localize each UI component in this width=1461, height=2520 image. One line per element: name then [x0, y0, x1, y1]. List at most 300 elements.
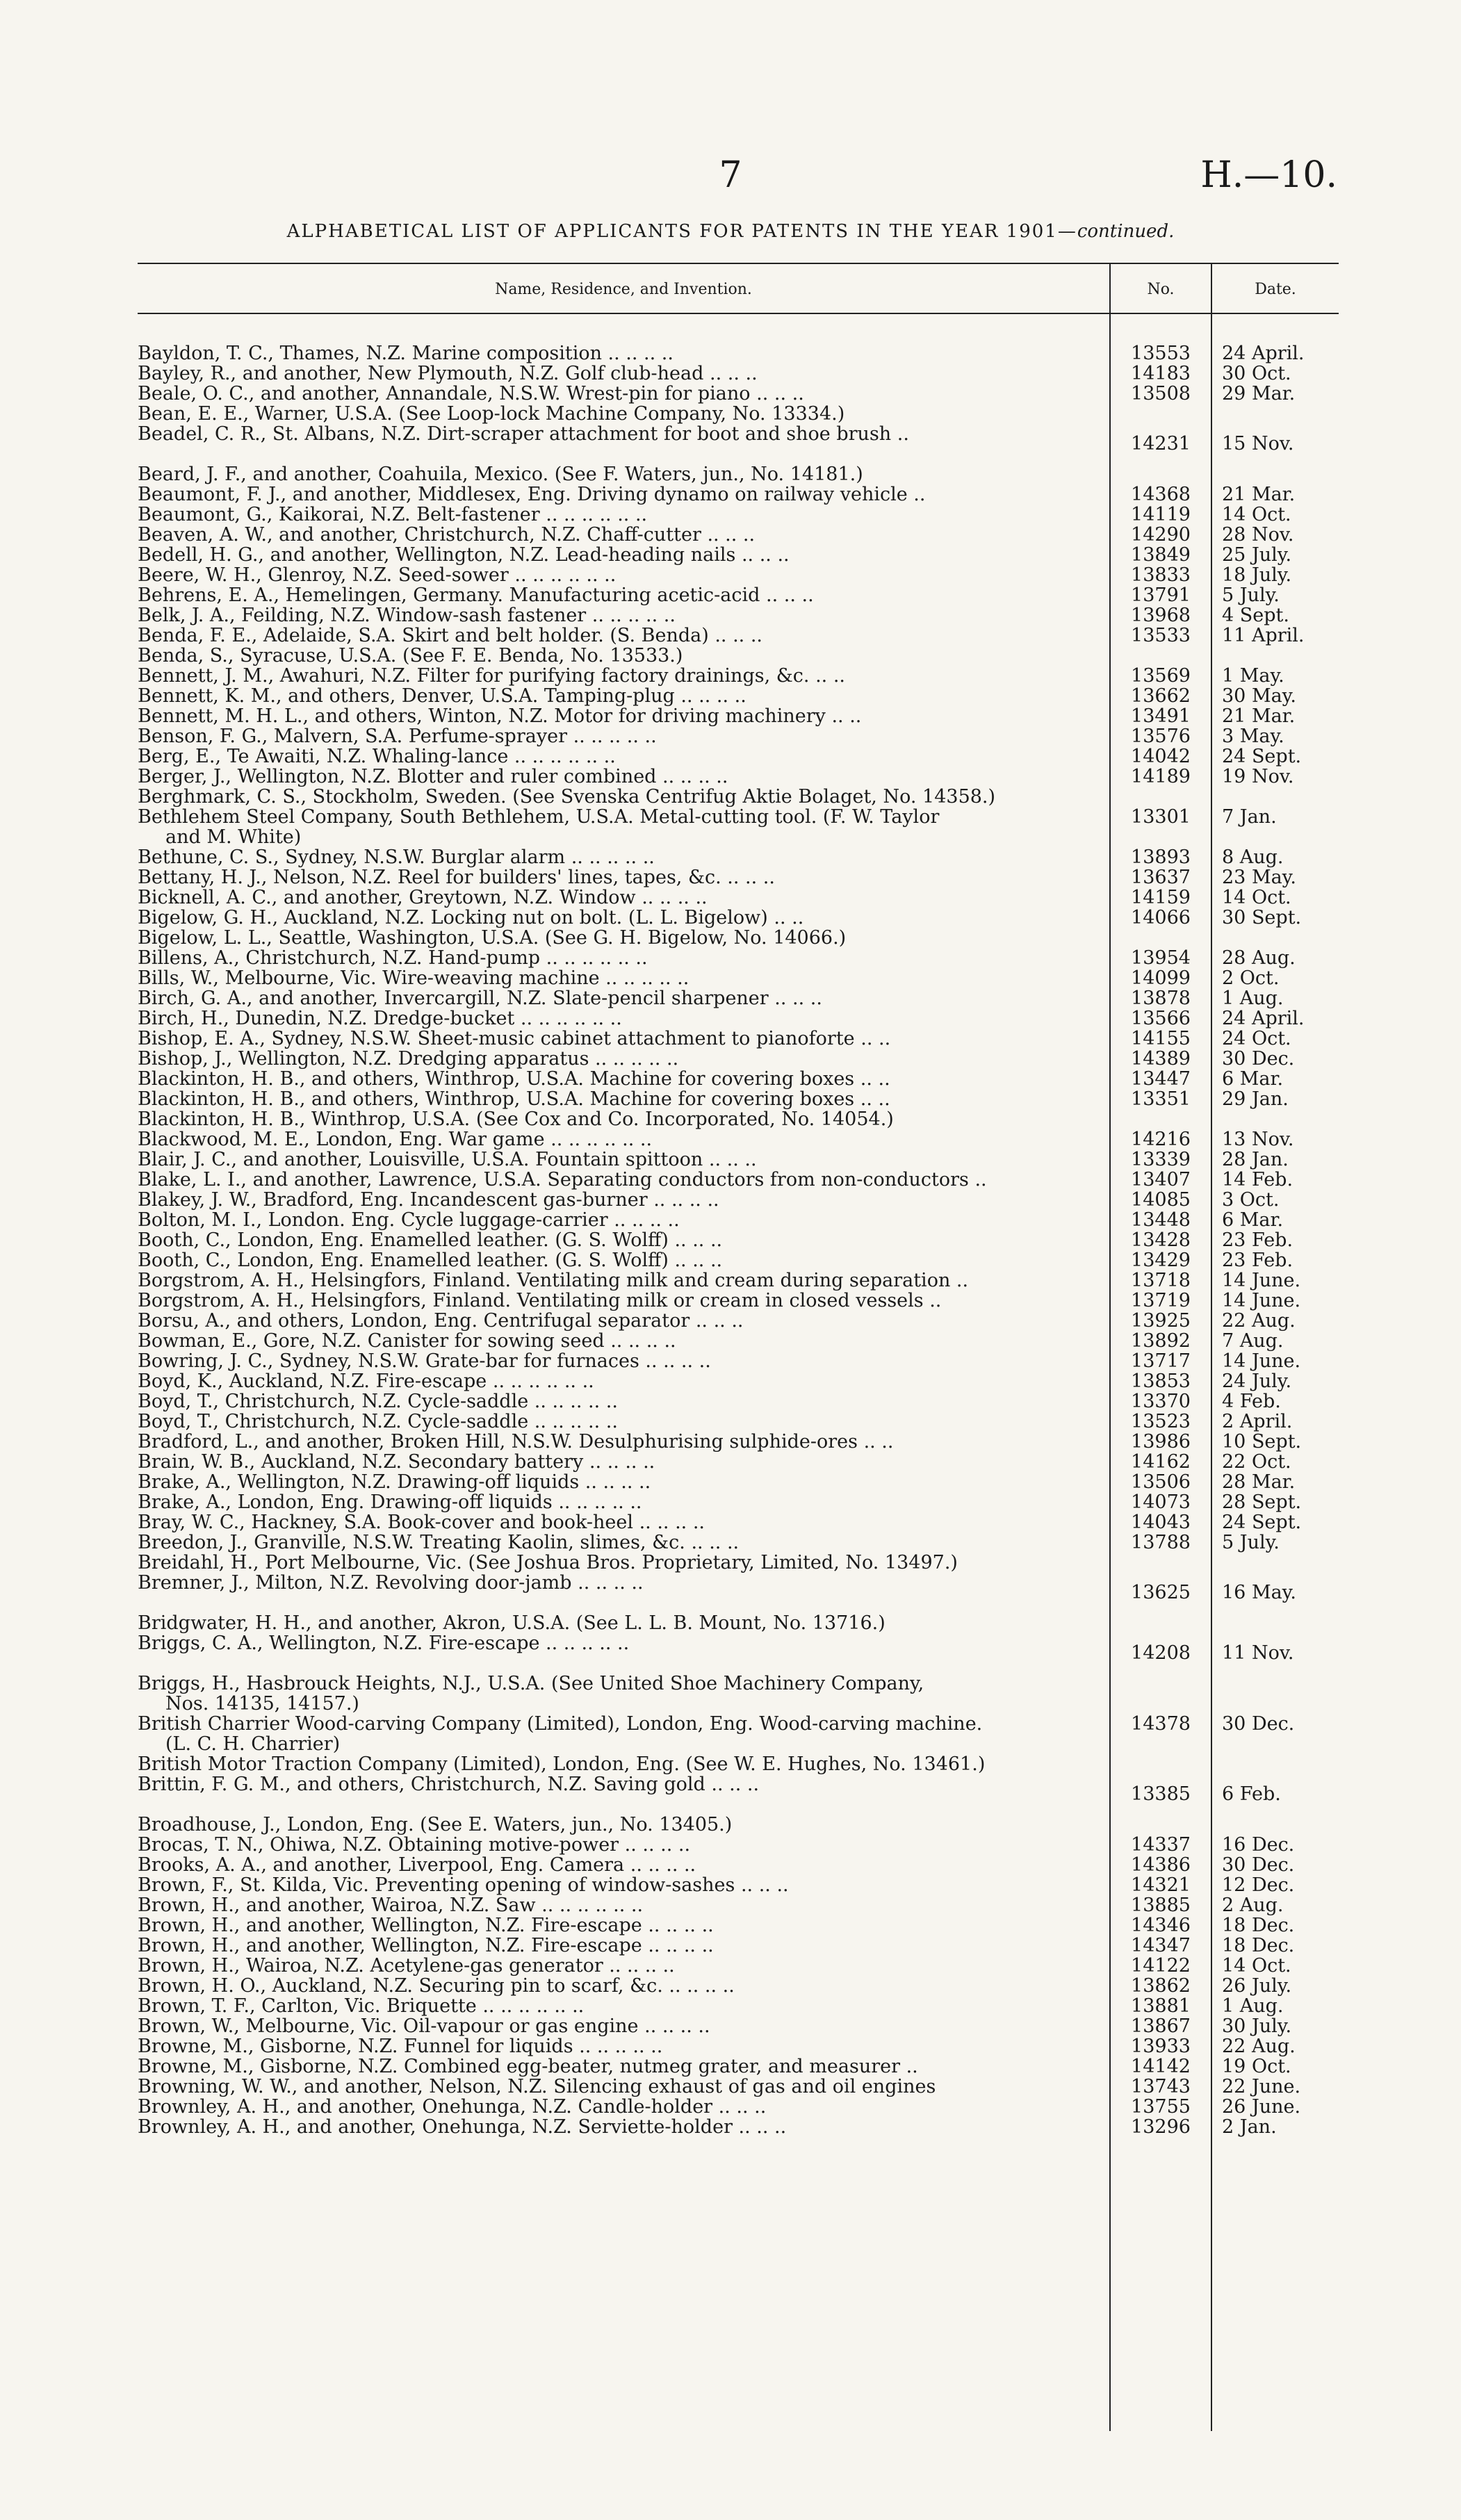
application-date: 6 Feb. — [1222, 1783, 1281, 1805]
column-header-no: No. — [1147, 281, 1175, 298]
entry-main: Bridgwater, H. H., and another, Akron, U.S.A. (See L. L. B. Mount, No. 13716.) — [138, 1613, 885, 1633]
table-row — [138, 1996, 1339, 2016]
patent-number: 14099 — [1131, 967, 1191, 989]
patent-number: 14321 — [1131, 1874, 1191, 1896]
entry-text — [138, 1371, 1100, 1391]
entry-main: Boyd, K., Auckland, N.Z. Fire-escape .. .. .. .. .. .. — [138, 1371, 594, 1391]
table-row — [138, 1956, 1339, 1976]
entry-main: Bayldon, T. C., Thames, N.Z. Marine composition .. .. .. .. — [138, 343, 674, 363]
entry-main: Birch, H., Dunedin, N.Z. Dredge-bucket .. .. .. .. .. .. — [138, 1008, 622, 1029]
application-date: 22 June. — [1222, 2076, 1301, 2097]
entry-text — [138, 1109, 1100, 1129]
patent-number: 14119 — [1131, 504, 1191, 525]
patent-number: 13833 — [1131, 564, 1191, 586]
entry-text — [138, 1633, 1100, 1653]
application-date: 12 Dec. — [1222, 1874, 1295, 1896]
table-row — [138, 2097, 1339, 2117]
application-date: 24 Sept. — [1222, 746, 1302, 767]
entry-text — [138, 1270, 1100, 1291]
entry-text — [138, 1351, 1100, 1371]
table-row — [138, 706, 1339, 726]
table-row — [138, 908, 1339, 928]
patent-number: 13339 — [1131, 1149, 1191, 1170]
application-date: 23 Feb. — [1222, 1250, 1293, 1271]
application-date: 22 Oct. — [1222, 1451, 1291, 1473]
entry-main: Berger, J., Wellington, N.Z. Blotter and ruler combined .. .. .. .. — [138, 767, 728, 787]
application-date: 26 June. — [1222, 2096, 1301, 2118]
entry-text — [138, 1553, 1100, 1573]
patent-number: 14162 — [1131, 1451, 1191, 1473]
table-row — [138, 1210, 1339, 1230]
application-date: 14 June. — [1222, 1290, 1301, 1311]
patent-number: 13533 — [1131, 625, 1191, 646]
patent-number: 13862 — [1131, 1975, 1191, 1997]
entry-main: Beale, O. C., and another, Annandale, N.S.W. Wrest-pin for piano .. .. .. — [138, 384, 804, 404]
entry-main: Brown, W., Melbourne, Vic. Oil-vapour or gas engine .. .. .. .. — [138, 2016, 710, 2036]
entry-main: Blair, J. C., and another, Louisville, U.S.A. Fountain spittoon .. .. .. — [138, 1149, 757, 1170]
application-date: 1 May. — [1222, 665, 1284, 687]
entry-main: Beere, W. H., Glenroy, N.Z. Seed-sower .. .. .. .. .. .. — [138, 565, 617, 585]
entry-text — [138, 384, 1100, 404]
patent-number: 14183 — [1131, 363, 1191, 384]
application-date: 2 Oct. — [1222, 967, 1280, 989]
patent-number: 13925 — [1131, 1310, 1191, 1332]
table-row — [138, 1452, 1339, 1472]
application-date: 16 Dec. — [1222, 1834, 1295, 1856]
table-row — [138, 505, 1339, 525]
entry-main: Briggs, C. A., Wellington, N.Z. Fire-escape .. .. .. .. .. — [138, 1633, 630, 1653]
table-row — [138, 1270, 1339, 1291]
table-row — [138, 948, 1339, 968]
entry-text — [138, 867, 1100, 887]
patent-number: 13447 — [1131, 1068, 1191, 1090]
application-date: 2 April. — [1222, 1411, 1293, 1432]
table-row — [138, 2036, 1339, 2056]
patent-number: 13885 — [1131, 1895, 1191, 1916]
application-date: 5 July. — [1222, 584, 1280, 606]
patent-number: 13719 — [1131, 1290, 1191, 1311]
table-top-rule — [138, 263, 1339, 264]
entry-main: Broadhouse, J., London, Eng. (See E. Waters, jun., No. 13405.) — [138, 1815, 733, 1835]
entry-main: Briggs, H., Hasbrouck Heights, N.J., U.S.A. (See United Shoe Machinery Company, — [138, 1674, 924, 1694]
entry-main: British Motor Traction Company (Limited), London, Eng. (See W. E. Hughes, No. 13461.) — [138, 1754, 986, 1774]
patent-number: 14073 — [1131, 1491, 1191, 1513]
entry-main: Benson, F. G., Malvern, S.A. Perfume-sprayer .. .. .. .. .. — [138, 726, 657, 746]
entry-main: Behrens, E. A., Hemelingen, Germany. Manufacturing acetic-acid .. .. .. — [138, 585, 814, 605]
entry-main: Bigelow, G. H., Auckland, N.Z. Locking nut on bolt. (L. L. Bigelow) .. .. — [138, 908, 804, 928]
entry-text — [138, 1391, 1100, 1412]
patent-number: 13849 — [1131, 544, 1191, 566]
table-row — [138, 1774, 1339, 1815]
application-date: 14 June. — [1222, 1270, 1301, 1291]
entry-main: Breidahl, H., Port Melbourne, Vic. (See Joshua Bros. Proprietary, Limited, No. 13497.) — [138, 1553, 958, 1573]
entry-text — [138, 968, 1100, 988]
table-row — [138, 1835, 1339, 1855]
table-row — [138, 787, 1339, 807]
entry-continuation: (L. C. H. Charrier) — [165, 1733, 341, 1754]
entry-main: Brown, H., and another, Wellington, N.Z. Fire-escape .. .. .. .. — [138, 1915, 714, 1936]
entry-main: Brocas, T. N., Ohiwa, N.Z. Obtaining motive-power .. .. .. .. — [138, 1835, 691, 1855]
patent-number: 14043 — [1131, 1512, 1191, 1533]
entry-text — [138, 787, 1100, 807]
patent-number: 13625 — [1131, 1582, 1191, 1603]
entry-text — [138, 948, 1100, 968]
entry-text — [138, 1089, 1100, 1109]
table-row — [138, 1291, 1339, 1311]
entry-text — [138, 706, 1100, 726]
table-body — [138, 343, 1339, 2137]
entry-main: Bennett, J. M., Awahuri, N.Z. Filter for purifying factory drainings, &c. .. .. — [138, 666, 845, 686]
table-row — [138, 767, 1339, 787]
application-date: 28 Aug. — [1222, 947, 1296, 969]
table-row — [138, 988, 1339, 1008]
application-date: 18 July. — [1222, 564, 1292, 586]
application-date: 30 Dec. — [1222, 1854, 1295, 1876]
entry-main: Brooks, A. A., and another, Liverpool, Eng. Camera .. .. .. .. — [138, 1855, 696, 1875]
patent-number: 14122 — [1131, 1955, 1191, 1977]
entry-text — [138, 746, 1100, 767]
entry-main: Bettany, H. J., Nelson, N.Z. Reel for builders' lines, tapes, &c. .. .. .. — [138, 867, 775, 887]
table-row — [138, 363, 1339, 384]
patent-number: 13881 — [1131, 1995, 1191, 2017]
table-row — [138, 343, 1339, 363]
entry-text — [138, 1412, 1100, 1432]
entry-text — [138, 484, 1100, 505]
entry-main: Bigelow, L. L., Seattle, Washington, U.S.A. (See G. H. Bigelow, No. 14066.) — [138, 928, 847, 948]
application-date: 30 May. — [1222, 685, 1296, 707]
table-row — [138, 1815, 1339, 1835]
application-date: 24 April. — [1222, 1008, 1305, 1029]
patent-number: 14337 — [1131, 1834, 1191, 1856]
entry-main: Bills, W., Melbourne, Vic. Wire-weaving machine .. .. .. .. .. — [138, 968, 689, 988]
application-date: 28 Mar. — [1222, 1471, 1296, 1493]
table-row — [138, 1633, 1339, 1674]
entry-main: Bayley, R., and another, New Plymouth, N.Z. Golf club-head .. .. .. — [138, 363, 758, 384]
entry-main: Bowring, J. C., Sydney, N.S.W. Grate-bar for furnaces .. .. .. .. — [138, 1351, 711, 1371]
table-row — [138, 1149, 1339, 1170]
application-date: 5 July. — [1222, 1532, 1280, 1553]
application-date: 21 Mar. — [1222, 705, 1296, 727]
table-row — [138, 1230, 1339, 1250]
table-row — [138, 2117, 1339, 2137]
entry-main: Bolton, M. I., London. Eng. Cycle luggage-carrier .. .. .. .. — [138, 1210, 680, 1230]
patent-number: 13491 — [1131, 705, 1191, 727]
application-date: 26 July. — [1222, 1975, 1292, 1997]
entry-main: Bishop, E. A., Sydney, N.S.W. Sheet-music cabinet attachment to pianoforte .. .. — [138, 1029, 891, 1049]
table-row — [138, 1492, 1339, 1512]
column-header-date: Date. — [1255, 281, 1296, 298]
patent-number: 14142 — [1131, 2056, 1191, 2077]
application-date: 2 Jan. — [1222, 2116, 1277, 2138]
entry-text — [138, 625, 1100, 646]
patent-number: 13954 — [1131, 947, 1191, 969]
application-date: 15 Nov. — [1222, 433, 1294, 455]
table-row — [138, 1069, 1339, 1089]
application-date: 21 Mar. — [1222, 484, 1296, 505]
table-row — [138, 2056, 1339, 2077]
entry-main: Bennett, M. H. L., and others, Winton, N.Z. Motor for driving machinery .. .. — [138, 706, 862, 726]
patent-number: 13429 — [1131, 1250, 1191, 1271]
entry-text — [138, 1714, 1100, 1754]
entry-main: Borgstrom, A. H., Helsingfors, Finland. Ventilating milk and cream during separation .. — [138, 1270, 969, 1291]
patent-number: 13407 — [1131, 1169, 1191, 1191]
entry-main: Berg, E., Te Awaiti, N.Z. Whaling-lance .. .. .. .. .. .. — [138, 746, 616, 767]
application-date: 2 Aug. — [1222, 1895, 1284, 1916]
application-date: 14 June. — [1222, 1350, 1301, 1372]
entry-text — [138, 585, 1100, 605]
table-row — [138, 1412, 1339, 1432]
table-row — [138, 404, 1339, 424]
entry-main: Blackinton, H. B., and others, Winthrop, U.S.A. Machine for covering boxes .. .. — [138, 1089, 890, 1109]
patent-number: 13892 — [1131, 1330, 1191, 1352]
entry-text — [138, 424, 1100, 444]
page-number: 7 — [719, 154, 742, 196]
entry-text — [138, 1875, 1100, 1895]
patent-number: 14386 — [1131, 1854, 1191, 1876]
application-date: 24 July. — [1222, 1371, 1292, 1392]
patent-number: 13933 — [1131, 2036, 1191, 2057]
patent-number: 13296 — [1131, 2116, 1191, 2138]
entry-main: Benda, S., Syracuse, U.S.A. (See F. E. Benda, No. 13533.) — [138, 646, 683, 666]
entry-text — [138, 1452, 1100, 1472]
entry-text — [138, 2016, 1100, 2036]
table-row — [138, 1855, 1339, 1875]
page-title-continued: continued. — [1077, 221, 1175, 242]
table-row — [138, 1190, 1339, 1210]
patent-number: 14378 — [1131, 1713, 1191, 1735]
entry-text — [138, 1855, 1100, 1875]
patent-number: 13523 — [1131, 1411, 1191, 1432]
table-row — [138, 1311, 1339, 1331]
entry-text — [138, 1835, 1100, 1855]
table-row — [138, 1170, 1339, 1190]
patent-number: 13718 — [1131, 1270, 1191, 1291]
table-row — [138, 1351, 1339, 1371]
table-row — [138, 1391, 1339, 1412]
application-date: 24 Oct. — [1222, 1028, 1291, 1049]
table-row — [138, 1875, 1339, 1895]
entry-text — [138, 1049, 1100, 1069]
entry-text — [138, 887, 1100, 908]
entry-text — [138, 464, 1100, 484]
entry-main: Brownley, A. H., and another, Onehunga, N.Z. Candle-holder .. .. .. — [138, 2097, 767, 2117]
application-date: 11 Nov. — [1222, 1642, 1294, 1664]
patent-number: 14368 — [1131, 484, 1191, 505]
entry-text — [138, 1170, 1100, 1190]
patent-number: 13755 — [1131, 2096, 1191, 2118]
patent-number: 13566 — [1131, 1008, 1191, 1029]
table-row — [138, 1008, 1339, 1029]
patent-number: 14290 — [1131, 524, 1191, 546]
patent-number: 13351 — [1131, 1088, 1191, 1110]
entry-text — [138, 1936, 1100, 1956]
entry-text — [138, 767, 1100, 787]
entry-text — [138, 1230, 1100, 1250]
applicants-table — [138, 263, 1339, 2431]
table-row — [138, 585, 1339, 605]
table-row — [138, 1573, 1339, 1613]
table-row — [138, 666, 1339, 686]
patent-number: 14347 — [1131, 1935, 1191, 1956]
patent-number: 13301 — [1131, 806, 1191, 828]
table-row — [138, 867, 1339, 887]
patent-number: 14042 — [1131, 746, 1191, 767]
entry-main: Bethlehem Steel Company, South Bethlehem, U.S.A. Metal-cutting tool. (F. W. Taylor — [138, 807, 940, 828]
application-date: 16 May. — [1222, 1582, 1296, 1603]
patent-number: 13576 — [1131, 726, 1191, 747]
patent-number: 14155 — [1131, 1028, 1191, 1049]
patent-number: 14085 — [1131, 1189, 1191, 1211]
application-date: 13 Nov. — [1222, 1129, 1294, 1150]
patent-number: 13867 — [1131, 2015, 1191, 2037]
table-row — [138, 1613, 1339, 1633]
entry-text — [138, 1956, 1100, 1976]
table-row — [138, 1512, 1339, 1532]
patent-number: 13508 — [1131, 383, 1191, 404]
patent-number: 14066 — [1131, 907, 1191, 928]
entry-text — [138, 1432, 1100, 1452]
entry-main: Beaumont, F. J., and another, Middlesex, Eng. Driving dynamo on railway vehicle .. — [138, 484, 926, 505]
entry-main: Brown, F., St. Kilda, Vic. Preventing opening of window-sashes .. .. .. — [138, 1875, 789, 1895]
patent-number: 14346 — [1131, 1915, 1191, 1936]
entry-main: Blake, L. I., and another, Lawrence, U.S.A. Separating conductors from non-conductors .. — [138, 1170, 987, 1190]
table-header-rule — [138, 313, 1339, 314]
entry-text — [138, 1492, 1100, 1512]
entry-text — [138, 807, 1100, 847]
entry-text — [138, 2036, 1100, 2056]
entry-text — [138, 1149, 1100, 1170]
entry-text — [138, 988, 1100, 1008]
table-row — [138, 545, 1339, 565]
table-row — [138, 1976, 1339, 1996]
application-date: 30 Oct. — [1222, 363, 1291, 384]
application-date: 14 Feb. — [1222, 1169, 1293, 1191]
table-row — [138, 2077, 1339, 2097]
table-row — [138, 1532, 1339, 1553]
application-date: 3 Oct. — [1222, 1189, 1280, 1211]
application-date: 30 Dec. — [1222, 1048, 1295, 1070]
entry-main: Bradford, L., and another, Broken Hill, N.S.W. Desulphurising sulphide-ores .. .. — [138, 1432, 894, 1452]
application-date: 8 Aug. — [1222, 846, 1284, 868]
entry-text — [138, 1573, 1100, 1593]
entry-main: Belk, J. A., Feilding, N.Z. Window-sash fastener .. .. .. .. .. — [138, 605, 676, 625]
entry-text — [138, 847, 1100, 867]
application-date: 23 Feb. — [1222, 1229, 1293, 1251]
entry-main: Bishop, J., Wellington, N.Z. Dredging apparatus .. .. .. .. .. — [138, 1049, 679, 1069]
entry-main: Blackinton, H. B., and others, Winthrop, U.S.A. Machine for covering boxes .. .. — [138, 1069, 890, 1089]
application-date: 19 Oct. — [1222, 2056, 1291, 2077]
entry-main: Blackinton, H. B., Winthrop, U.S.A. (See Cox and Co. Incorporated, No. 14054.) — [138, 1109, 894, 1129]
application-date: 10 Sept. — [1222, 1431, 1302, 1453]
table-row — [138, 928, 1339, 948]
application-date: 6 Mar. — [1222, 1068, 1284, 1090]
table-row — [138, 1674, 1339, 1714]
entry-main: British Charrier Wood-carving Company (Limited), London, Eng. Wood-carving machine. — [138, 1714, 983, 1735]
entry-text — [138, 343, 1100, 363]
patent-number: 13553 — [1131, 343, 1191, 364]
application-date: 29 Jan. — [1222, 1088, 1289, 1110]
entry-main: Browne, M., Gisborne, N.Z. Funnel for liquids .. .. .. .. .. — [138, 2036, 663, 2056]
patent-number: 13893 — [1131, 846, 1191, 868]
table-row — [138, 1895, 1339, 1915]
entry-main: Birch, G. A., and another, Invercargill, N.Z. Slate-pencil sharpener .. .. .. — [138, 988, 822, 1008]
application-date: 28 Nov. — [1222, 524, 1294, 546]
table-row — [138, 1371, 1339, 1391]
patent-number: 14189 — [1131, 766, 1191, 787]
entry-text — [138, 605, 1100, 625]
entry-text — [138, 1472, 1100, 1492]
entry-main: Blackwood, M. E., London, Eng. War game .. .. .. .. .. .. — [138, 1129, 653, 1149]
table-row — [138, 746, 1339, 767]
application-date: 6 Mar. — [1222, 1209, 1284, 1231]
entry-main: Benda, F. E., Adelaide, S.A. Skirt and belt holder. (S. Benda) .. .. .. — [138, 625, 763, 646]
entry-main: Brown, T. F., Carlton, Vic. Briquette .. .. .. .. .. .. — [138, 1996, 585, 2016]
entry-text — [138, 1613, 1100, 1633]
entry-main: Berghmark, C. S., Stockholm, Sweden. (See Svenska Centrifug Aktie Bolaget, No. 14358.) — [138, 787, 996, 807]
entry-text — [138, 1311, 1100, 1331]
entry-main: Beadel, C. R., St. Albans, N.Z. Dirt-scraper attachment for boot and shoe brush .. — [138, 424, 909, 444]
table-row — [138, 646, 1339, 666]
entry-text — [138, 1129, 1100, 1149]
patent-number: 13569 — [1131, 665, 1191, 687]
entry-main: Booth, C., London, Eng. Enamelled leather. (G. S. Wolff) .. .. .. — [138, 1250, 723, 1270]
application-date: 22 Aug. — [1222, 2036, 1296, 2057]
entry-text — [138, 646, 1100, 666]
entry-text — [138, 1815, 1100, 1835]
entry-text — [138, 2117, 1100, 2137]
entry-main: Brain, W. B., Auckland, N.Z. Secondary battery .. .. .. .. — [138, 1452, 655, 1472]
application-date: 24 Sept. — [1222, 1512, 1302, 1533]
table-row — [138, 1915, 1339, 1936]
page-title-main: ALPHABETICAL LIST OF APPLICANTS FOR PATENTS IN THE YEAR 1901— — [286, 221, 1077, 242]
table-row — [138, 2016, 1339, 2036]
application-date: 18 Dec. — [1222, 1915, 1295, 1936]
patent-number: 13968 — [1131, 605, 1191, 626]
entry-text — [138, 928, 1100, 948]
patent-number: 13662 — [1131, 685, 1191, 707]
entry-main: Brown, H., Wairoa, N.Z. Acetylene-gas generator .. .. .. .. — [138, 1956, 675, 1976]
patent-number: 13637 — [1131, 867, 1191, 888]
application-date: 23 May. — [1222, 867, 1296, 888]
application-date: 30 July. — [1222, 2015, 1292, 2037]
application-date: 30 Dec. — [1222, 1713, 1295, 1735]
entry-text — [138, 1250, 1100, 1270]
entry-text — [138, 2056, 1100, 2077]
table-row — [138, 1553, 1339, 1573]
entry-text — [138, 1674, 1100, 1714]
table-row — [138, 464, 1339, 484]
entry-main: Borgstrom, A. H., Helsingfors, Finland. Ventilating milk or cream in closed vessels .. — [138, 1291, 942, 1311]
application-date: 14 Oct. — [1222, 1955, 1291, 1977]
application-date: 11 April. — [1222, 625, 1305, 646]
table-row — [138, 1089, 1339, 1109]
application-date: 29 Mar. — [1222, 383, 1296, 404]
table-row — [138, 1432, 1339, 1452]
table-row — [138, 847, 1339, 867]
application-date: 24 April. — [1222, 343, 1305, 364]
table-row — [138, 384, 1339, 404]
table-row — [138, 686, 1339, 706]
application-date: 1 Aug. — [1222, 1995, 1284, 2017]
entry-text — [138, 404, 1100, 424]
patent-number: 13428 — [1131, 1229, 1191, 1251]
document-code: H.—10. — [1200, 154, 1337, 196]
table-row — [138, 1331, 1339, 1351]
application-date: 14 Oct. — [1222, 887, 1291, 908]
application-date: 7 Aug. — [1222, 1330, 1284, 1352]
entry-text — [138, 1008, 1100, 1029]
patent-number: 13506 — [1131, 1471, 1191, 1493]
